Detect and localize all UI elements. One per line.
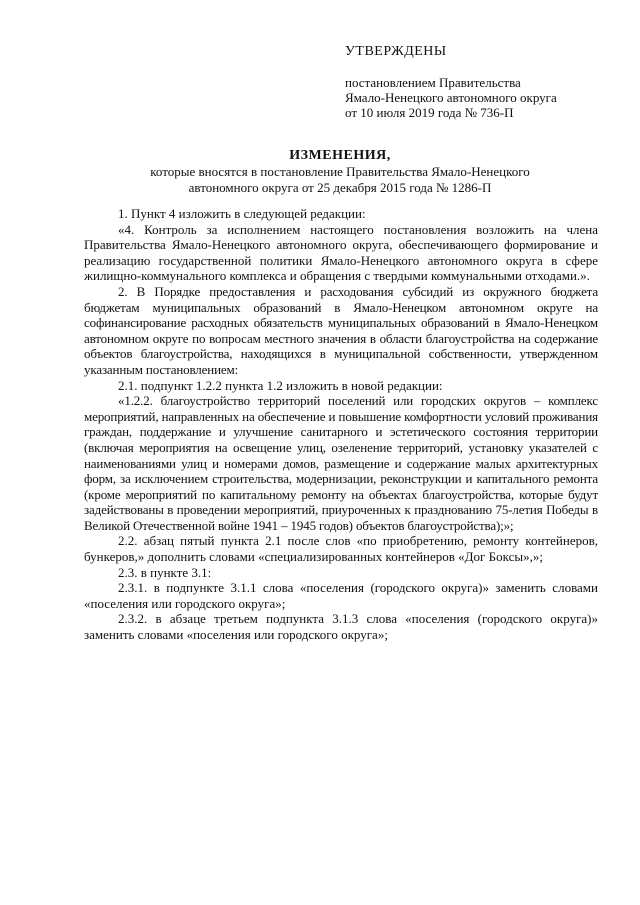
- title-heading: ИЗМЕНЕНИЯ,: [289, 148, 391, 163]
- paragraph-item-2-3-1: 2.3.1. в подпункте 3.1.1 слова «поселения (городского округа)» заменить словами «поселения или городского округа»;: [84, 580, 598, 611]
- document-title: [70, 148, 610, 196]
- title-subline: которые вносятся в постановление Правительства Ямало-Ненецкого: [150, 164, 530, 179]
- paragraph-item-2-3-2: 2.3.2. в абзаце третьем подпункта 3.1.3 слова «поселения (городского округа)» заменить словами «поселения или городского округа»;: [84, 611, 598, 643]
- paragraph-item-2-3: 2.3. в пункте 3.1:: [118, 564, 212, 580]
- approval-line: от 10 июля 2019 года № 736-П: [345, 105, 514, 120]
- approval-title: УТВЕРЖДЕНЫ: [345, 44, 447, 59]
- document-body: [84, 206, 598, 643]
- paragraph-item-2: 2. В Порядке предоставления и расходования субсидий из окружного бюджета бюджетам муниципальных образований в Ямало-Ненецком автономном округе на софинансирование расходных обязательств муниципальных образований в Ямало-Ненецком автономном округе по вопросам местного значения в области благоустройства на содержание объектов благоустройства, находящихся в муниципальной собственности, утвержденном указанным постановлением:: [84, 283, 598, 377]
- paragraph-item-4-text: «4. Контроль за исполнением настоящего постановления возложить на члена Правительства Ямало-Ненецкого автономного округа, обеспечивающего формирование и реализацию государственной политики Ямало-Ненецкого автономного округа в сфере жилищно-коммунального комплекса и обращения с твердыми коммунальными отходами.».: [84, 221, 598, 284]
- paragraph-item-1: 1. Пункт 4 изложить в следующей редакции:: [118, 206, 366, 221]
- paragraph-item-2-1: 2.1. подпункт 1.2.2 пункта 1.2 изложить в новой редакции:: [118, 377, 443, 393]
- approval-stamp: [345, 44, 630, 120]
- approval-line: постановлением Правительства: [345, 75, 521, 90]
- paragraph-item-1-2-2-text: «1.2.2. благоустройство территорий поселений или городских округов – комплекс мероприятий, направленных на обеспечение и повышение комфортности условий проживания граждан, поддержание и улучшение санитарного и эстетического состояния территории (включая мероприятия на освещение улиц, озеленение территорий, установку указателей с наименованиями улиц и номерами домов, размещение и содержание малых архитектурных форм, за исключением строительства, модернизации, реконструкции и капитального ремонта (кроме мероприятий по капитальному ремонту на объектах благоустройства, которые будут задействованы в проведении мероприятий, приуроченных к празднованию 75-летия Победы в Великой Отечественной войне 1941 – 1945 годов) объектов благоустройства);»;: [84, 393, 598, 533]
- paragraph-item-2-2: 2.2. абзац пятый пункта 2.1 после слов «по приобретению, ремонту контейнеров, бункеров,» дополнить словами «специализированных контейнеров «Дог Боксы»,»;: [84, 533, 598, 565]
- approval-line: Ямало-Ненецкого автономного округа: [345, 90, 557, 105]
- title-subline: автономного округа от 25 декабря 2015 года № 1286-П: [188, 180, 492, 195]
